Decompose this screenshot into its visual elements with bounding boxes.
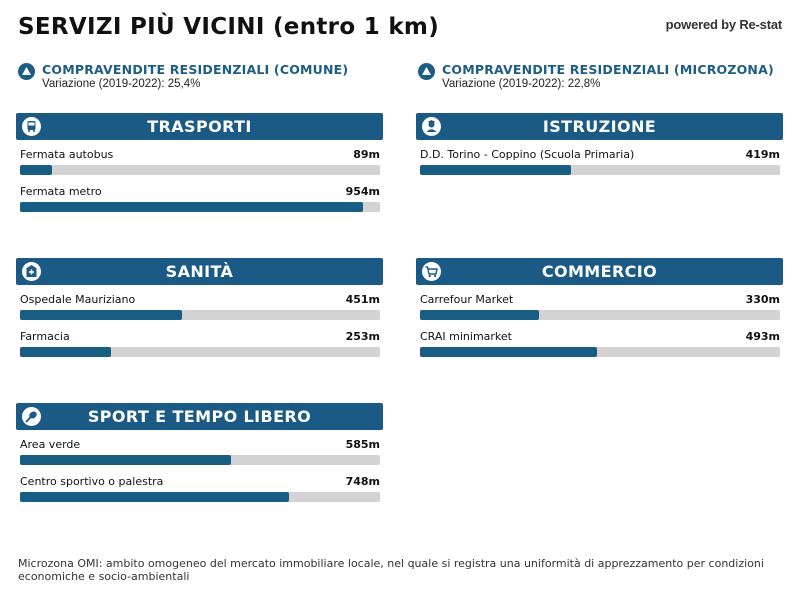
footnote: Microzona OMI: ambito omogeneo del mercato immobiliare locale, nel quale si registra una uniformità di apprezzamento per condizioni economiche e socio-ambientali xyxy=(18,557,764,583)
distance-bar-track xyxy=(20,492,380,502)
card-commercio-title: COMMERCIO xyxy=(541,262,658,281)
distance-bar-fill xyxy=(20,202,363,212)
distance-bar-track xyxy=(420,310,780,320)
stat-comune-title: COMPRAVENDITE RESIDENZIALI (COMUNE) xyxy=(42,62,349,77)
distance-bar-track xyxy=(20,202,380,212)
distance-bar-fill xyxy=(20,165,52,175)
service-distance: 89m xyxy=(353,148,380,161)
card-commercio xyxy=(416,258,783,359)
stat-microzona-subtitle: Variazione (2019-2022): 22,8% xyxy=(442,78,601,90)
distance-bar-fill xyxy=(20,492,289,502)
list-item xyxy=(16,140,383,177)
card-sport-header xyxy=(16,403,383,430)
distance-bar-track xyxy=(20,347,380,357)
card-istruzione xyxy=(416,113,783,177)
card-istruzione-title: ISTRUZIONE xyxy=(542,117,657,136)
service-name: Carrefour Market xyxy=(420,293,514,306)
service-name: CRAI minimarket xyxy=(420,330,512,343)
card-trasporti-header xyxy=(16,113,383,140)
distance-bar-fill xyxy=(420,165,571,175)
list-item xyxy=(16,177,383,214)
list-item xyxy=(16,467,383,504)
triangle-up-icon xyxy=(418,63,435,80)
service-distance: 585m xyxy=(345,438,380,451)
distance-bar-track xyxy=(20,310,380,320)
card-sanita-title: SANITÀ xyxy=(165,262,234,281)
page-title: SERVIZI PIÙ VICINI (entro 1 km) xyxy=(18,14,440,40)
service-distance: 493m xyxy=(745,330,780,343)
powered-by-label: powered by Re-stat xyxy=(665,17,782,32)
distance-bar-fill xyxy=(420,347,597,357)
distance-bar-fill xyxy=(20,310,182,320)
distance-bar-fill xyxy=(20,455,231,465)
service-distance: 451m xyxy=(345,293,380,306)
card-istruzione-header xyxy=(416,113,783,140)
triangle-up-icon xyxy=(18,63,35,80)
service-name: Farmacia xyxy=(20,330,70,343)
list-item xyxy=(16,322,383,359)
service-distance: 954m xyxy=(345,185,380,198)
distance-bar-fill xyxy=(420,310,539,320)
service-distance: 419m xyxy=(745,148,780,161)
distance-bar-track xyxy=(420,165,780,175)
card-sport xyxy=(16,403,383,504)
stat-microzona-title: COMPRAVENDITE RESIDENZIALI (MICROZONA) xyxy=(442,62,774,77)
card-sanita-header xyxy=(16,258,383,285)
service-distance: 253m xyxy=(345,330,380,343)
card-sanita xyxy=(16,258,383,359)
card-trasporti xyxy=(16,113,383,214)
distance-bar-fill xyxy=(20,347,111,357)
service-name: Ospedale Mauriziano xyxy=(20,293,136,306)
service-distance: 748m xyxy=(345,475,380,488)
service-name: Fermata metro xyxy=(20,185,102,198)
service-name: D.D. Torino - Coppino (Scuola Primaria) xyxy=(420,148,635,161)
card-sport-title: SPORT E TEMPO LIBERO xyxy=(87,407,312,426)
service-distance: 330m xyxy=(745,293,780,306)
stat-comune-subtitle: Variazione (2019-2022): 25,4% xyxy=(42,78,201,90)
distance-bar-track xyxy=(20,165,380,175)
distance-bar-track xyxy=(20,455,380,465)
list-item xyxy=(16,285,383,322)
list-item xyxy=(416,285,783,322)
service-name: Centro sportivo o palestra xyxy=(20,475,164,488)
card-trasporti-title: TRASPORTI xyxy=(147,117,252,136)
list-item xyxy=(16,430,383,467)
service-name: Fermata autobus xyxy=(20,148,114,161)
list-item xyxy=(416,140,783,177)
service-name: Area verde xyxy=(20,438,81,451)
card-commercio-header xyxy=(416,258,783,285)
list-item xyxy=(416,322,783,359)
distance-bar-track xyxy=(420,347,780,357)
